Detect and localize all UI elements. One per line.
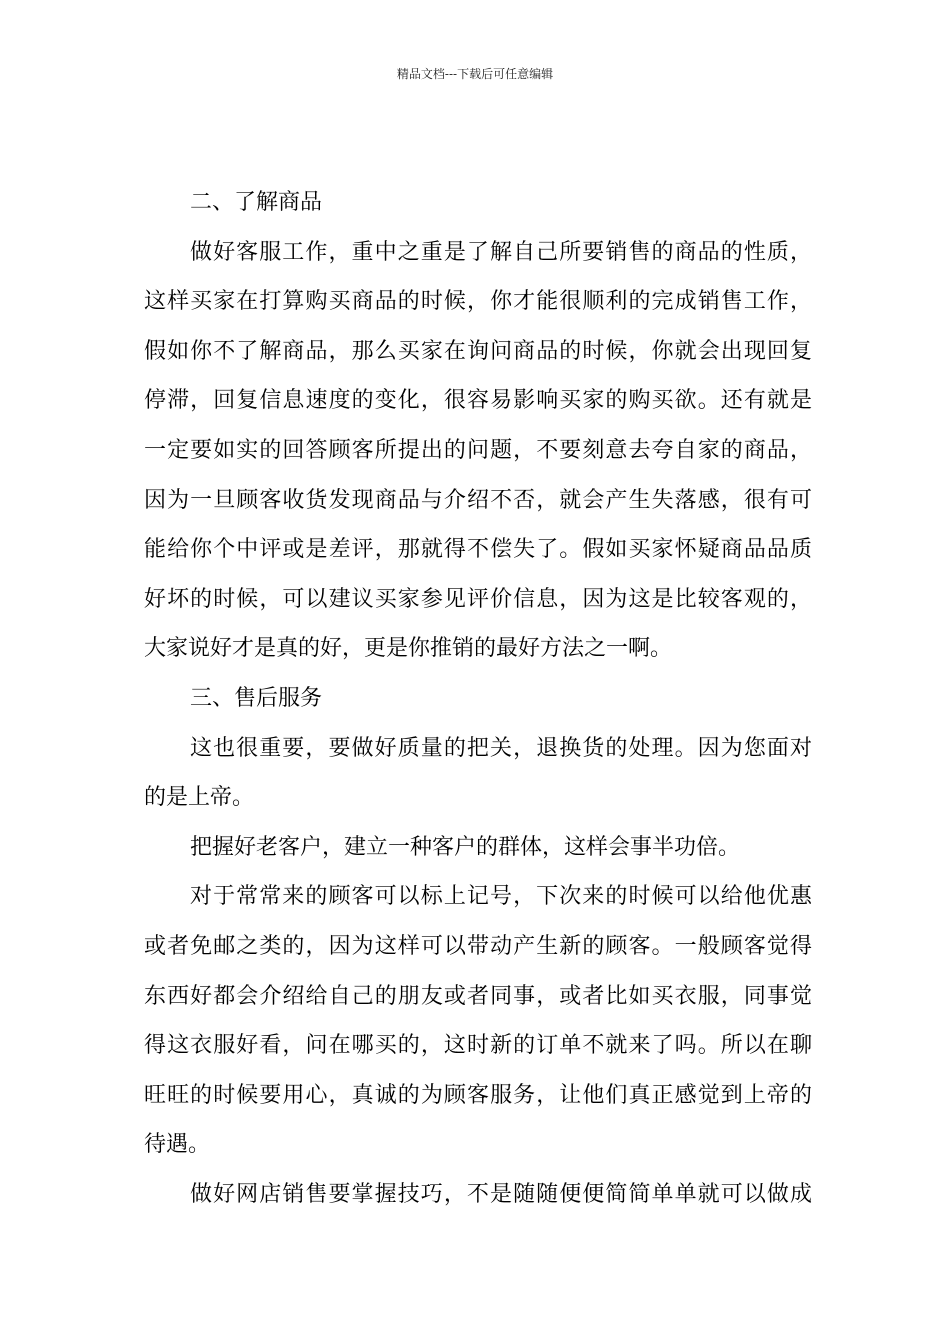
text-line: 因为一旦顾客收货发现商品与介绍不否，就会产生失落感，很有可 bbox=[144, 487, 812, 513]
text-line: 把握好老客户，建立一种客户的群体，这样会事半功倍。 bbox=[190, 834, 741, 860]
text-line: 东西好都会介绍给自己的朋友或者同事，或者比如买衣服，同事觉 bbox=[144, 983, 812, 1009]
text-line: 待遇。 bbox=[144, 1132, 211, 1158]
text-line: 大家说好才是真的好，更是你推销的最好方法之一啊。 bbox=[144, 636, 673, 662]
text-line: 或者免邮之类的，因为这样可以带动产生新的顾客。一般顾客觉得 bbox=[144, 933, 812, 959]
text-line: 这也很重要，要做好质量的把关，退换货的处理。因为您面对 bbox=[190, 735, 812, 761]
section-heading: 二、了解商品 bbox=[190, 190, 323, 215]
section-heading: 三、售后服务 bbox=[190, 685, 323, 711]
text-line: 对于常常来的顾客可以标上记号，下次来的时候可以给他优惠 bbox=[190, 884, 812, 910]
page-header: 精品文档---下载后可任意编辑 bbox=[396, 67, 554, 81]
text-line: 假如你不了解商品，那么买家在询问商品的时候，你就会出现回复 bbox=[144, 338, 812, 364]
text-line: 得这衣服好看，问在哪买的，这时新的订单不就来了吗。所以在聊 bbox=[144, 1033, 812, 1059]
text-line: 做好客服工作，重中之重是了解自己所要销售的商品的性质， bbox=[190, 239, 812, 265]
text-line: 停滞，回复信息速度的变化，很容易影响买家的购买欲。还有就是 bbox=[144, 388, 812, 414]
text-line: 旺旺的时候要用心，真诚的为顾客服务，让他们真正感觉到上帝的 bbox=[144, 1082, 812, 1108]
document-body bbox=[144, 178, 812, 1219]
text-line: 的是上帝。 bbox=[144, 785, 255, 811]
text-line: 这样买家在打算购买商品的时候，你才能很顺利的完成销售工作， bbox=[144, 289, 812, 315]
text-line: 做好网店销售要掌握技巧，不是随随便便简简单单就可以做成 bbox=[190, 1181, 812, 1207]
text-line: 能给你个中评或是差评，那就得不偿失了。假如买家怀疑商品品质 bbox=[144, 537, 812, 563]
text-line: 一定要如实的回答顾客所提出的问题，不要刻意去夸自家的商品， bbox=[144, 437, 812, 463]
text-line: 好坏的时候，可以建议买家参见评价信息，因为这是比较客观的， bbox=[144, 586, 812, 612]
